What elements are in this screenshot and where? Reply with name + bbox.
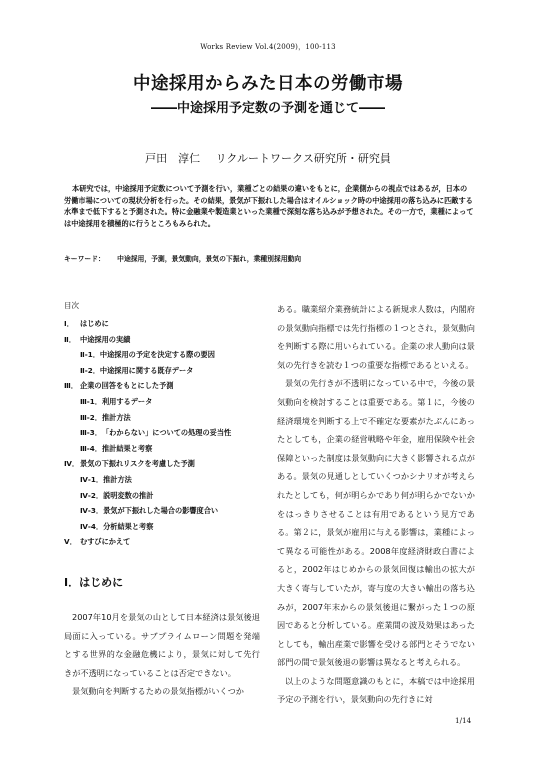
toc-item-number: Ⅳ-4． [80, 521, 104, 531]
toc-item-label: 推計方法 [101, 412, 131, 422]
toc-item-number: Ⅳ． [64, 459, 80, 469]
toc-item [64, 410, 260, 426]
toc-item-number: Ⅳ-1． [80, 474, 104, 484]
toc-item-number: Ⅴ． [64, 537, 77, 547]
toc-item-number: Ⅲ-2． [80, 412, 102, 422]
toc-item [64, 363, 260, 379]
paper-subtitle: ――中途採用予定数の予測を通じて―― [150, 101, 385, 116]
toc-item-number: Ⅳ-3． [80, 506, 104, 516]
table-of-contents [64, 316, 260, 550]
toc-item-label: 企業の回答をもとにした予測 [80, 381, 174, 391]
toc-item-label: 推計方法 [103, 474, 132, 484]
page-number: 1/14 [455, 716, 472, 725]
body-paragraph: 2007年10月を景気の山として日本経済は景気後退局面に入っている。サブプライムローン問題を発端とする世界的な金融危機により，景気に対して先行きが不透明になっていることは否定できない。 [64, 611, 260, 678]
author-name: 戸田 淳仁 [145, 152, 201, 165]
toc-item-label: 「わからない」についての処理の妥当性 [101, 428, 232, 438]
toc-item-label: 分析結果と考察 [103, 521, 154, 531]
toc-title: 目次 [64, 301, 79, 310]
toc-item-number: Ⅲ． [64, 381, 78, 391]
toc-item-label: 説明変数の推計 [103, 490, 154, 500]
body-paragraph: 以上のような問題意識のもとに，本稿では中途採用予定の予測を行い，景気動向の先行きに対 [277, 675, 475, 705]
toc-item-number: Ⅳ-2． [80, 490, 104, 500]
toc-item-label: 利用するデータ [101, 396, 153, 406]
toc-item [64, 472, 260, 488]
toc-item [64, 441, 260, 457]
toc-item [64, 332, 260, 348]
running-head: Works Review Vol.4(2009)，100-113 [200, 43, 336, 51]
author-affiliation: リクルートワークス研究所・研究員 [215, 152, 391, 165]
toc-item-label: 景気の下振れリスクを考慮した予測 [80, 459, 195, 469]
toc-item-label: むすびにかえて [80, 537, 131, 547]
body-paragraph: ある。職業紹介業務統計による新規求人数は，内閣府の景気動向指標では先行指標の１つとされ，景気動向を判断する際に用いられている。企業の求人動向は景気の先行きを読む１つの重要な指標であるといえる。 [277, 304, 475, 370]
toc-item [64, 347, 260, 363]
toc-item-number: Ⅱ-2． [80, 365, 100, 375]
author-line [0, 150, 536, 166]
body-paragraph: 景気動向を判断するための景気指標がいくつか [72, 686, 244, 697]
toc-item-label: 景気が下振れした場合の影響度合い [103, 506, 219, 516]
toc-item-label: 中途採用の実績 [80, 334, 131, 344]
keywords-label: キーワード： [64, 255, 105, 263]
toc-item [64, 425, 260, 441]
toc-item [64, 488, 260, 504]
toc-item-number: Ⅱ-1． [80, 350, 100, 360]
toc-item [64, 503, 260, 519]
section-heading: Ⅰ．はじめに [64, 575, 124, 589]
toc-item-number: Ⅱ． [64, 334, 76, 344]
toc-item-number: Ⅲ-4． [80, 443, 102, 453]
abstract: 本研究では，中途採用予定数について予測を行い，業種ごとの結果の違いをもとに，企業側からの視点ではあるが，日本の労働市場についての現状分析を行った。その結果，景気が下振れした場合はオイルショック時の中途採用の落ち込みに匹敵する水準まで低下すると予測された。特に金融業や製造業といった業種で深刻な落ち込みが予想された。その一方で，業種によっては中途採用を積極的に行うところもみられた。 [64, 184, 474, 228]
toc-item [64, 519, 260, 535]
toc-item-number: Ⅲ-3． [80, 428, 102, 438]
toc-item-label: 中途採用の予定を決定する際の要因 [99, 350, 215, 360]
paper-title: 中途採用からみた日本の労働市場 [133, 74, 403, 94]
toc-item [64, 534, 260, 550]
toc-item [64, 378, 260, 394]
toc-item [64, 456, 260, 472]
toc-item [64, 394, 260, 410]
right-column [277, 300, 475, 709]
toc-item-number: Ⅰ． [64, 319, 74, 328]
toc-item-label: 推計結果と考察 [101, 443, 153, 453]
body-paragraph: 景気の先行きが不透明になっている中で，今後の景気動向を検討することは重要である。第１に，今後の経済環境を判断する上で不確定な要素がたぶんにあったとしても，企業の経営戦略や年金，雇用保険や社会保障といった制度は景気動向に大きく影響される点がある。景気の見通しとしていくつかシナリオが考えられたとしても，何が明らかであり何が明らかでないかをはっきりさせることは有用であるという見方である。第２に，景気が雇用に与える影響は，業種によって異なる可能性がある。2008年度経済財政白書によると，2002年はじめからの景気回復は輸出の拡大が大きく寄与していたが，寄与度の大きい輸出の落ち込みが，2007年末からの景気後退に繋がった１つの原因であると分析している。産業間の波及効果はあったとしても，輸出産業で影響を受ける部門とそうでない部門の間で景気後退の影響は異なると考えられる。 [277, 378, 475, 668]
toc-item-label: 中途採用に関する既存データ [99, 365, 194, 375]
toc-item [64, 316, 260, 332]
toc-item-label: はじめに [80, 319, 109, 328]
keywords [64, 253, 474, 263]
toc-item-number: Ⅲ-1． [80, 396, 102, 406]
left-column [64, 300, 260, 701]
keywords-value: 中途採用，予測，景気動向，景気の下振れ，業種別採用動向 [117, 255, 302, 263]
